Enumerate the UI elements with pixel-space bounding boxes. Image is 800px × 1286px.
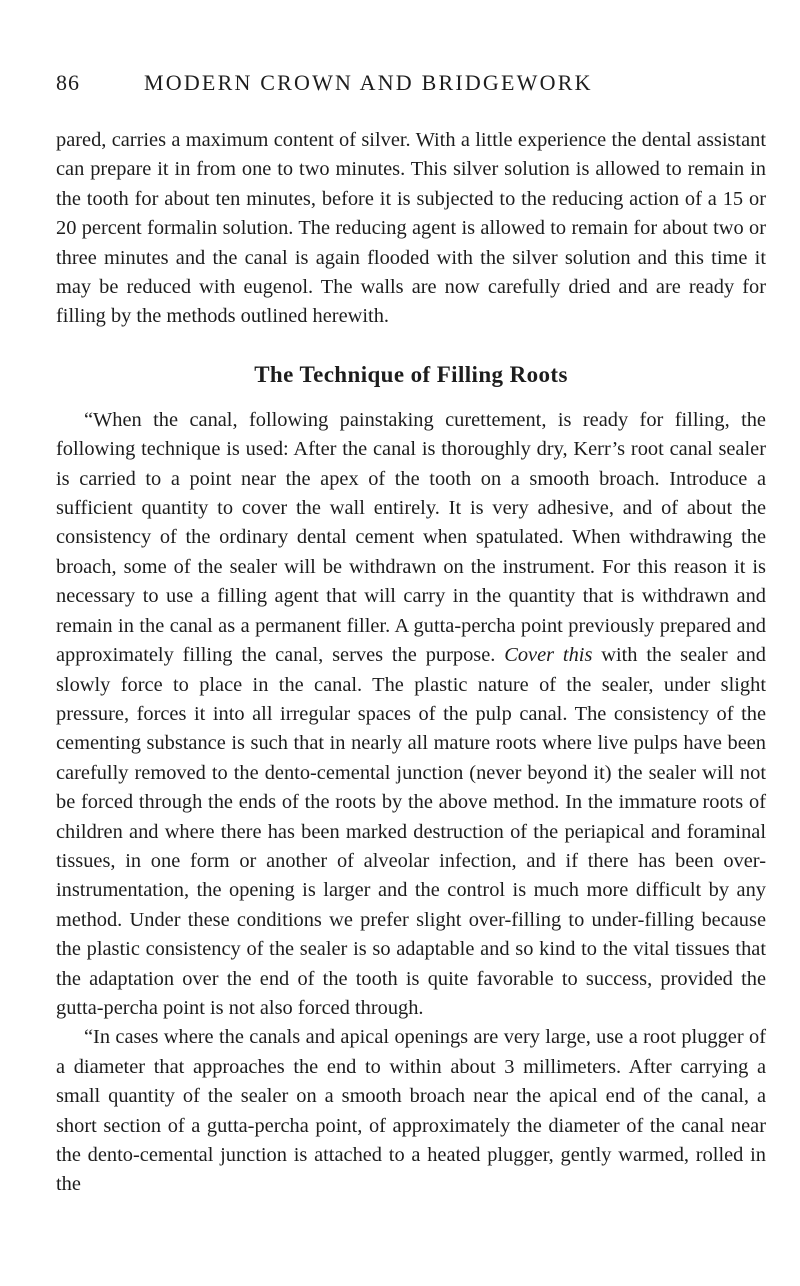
running-title: MODERN CROWN AND BRIDGEWORK (144, 70, 593, 95)
body-text (56, 126, 766, 1200)
section-heading: The Technique of Filling Roots (254, 361, 568, 387)
paragraph-technique-emphasis: Cover this (504, 644, 593, 667)
paragraph-technique-part-b: with the sealer and slowly force to place in the canal. The plastic nature of the sealer, under slight pressure, forces it into all irregular spaces of the pulp canal. The consistency of the cementing substance is such that in nearly all mature roots where live pulps have been carefully removed to the dento-cemental junction (never beyond it) the sealer will not be forced through the ends of the roots by the above method. In the immature roots of children and where there has been marked destruction of the periapical and foraminal tissues, in one form or another of alveolar infection, and if there has been over-instrumentation, the opening is larger and the control is much more difficult by any method. Under these conditions we prefer slight over-filling to under-filling because the plastic consistency of the sealer is so adaptable and so kind to the vital tissues that the adaptation over the end of the tooth is quite favorable to success, provided the gutta-percha point is not also forced through. (56, 644, 766, 1019)
paragraph-technique-part-a: “When the canal, following painstaking curettement, is ready for filling, the following technique is used: After the canal is thoroughly dry, Kerr’s root canal sealer is carried to a point near the apex of the tooth on a smooth broach. Introduce a sufficient quantity to cover the wall entirely. It is very adhesive, and of about the consistency of the ordinary dental cement when spatulated. When withdrawing the broach, some of the sealer will be withdrawn on the instrument. For this reason it is necessary to use a filling agent that will carry in the quantity that is withdrawn and remain in the canal as a permanent filler. A gutta-percha point previously prepared and approximately filling the canal, serves the purpose. (56, 408, 766, 667)
paragraph-technique (56, 406, 766, 1024)
paragraph-large-canals: “In cases where the canals and apical openings are very large, use a root plugger of a diameter that approaches the end to within about 3 millimeters. After carrying a small quantity of the sealer on a smooth broach near the apical end of the canal, a short section of a gutta-percha point, of approximately the diameter of the canal near the dento-cemental junction is attached to a heated plugger, gently warmed, rolled in the (56, 1026, 766, 1196)
book-page (56, 66, 766, 1266)
running-head (56, 66, 766, 106)
page-number: 86 (56, 70, 80, 95)
paragraph-continuation: pared, carries a maximum content of silver. With a little experience the dental assistant can prepare it in from one to two minutes. This silver solution is allowed to remain in the tooth for about ten minutes, before it is subjected to the reducing action of a 15 or 20 percent formalin solution. The reducing agent is allowed to remain for about two or three minutes and the canal is again flooded with the silver solution and this time it may be reduced with eugenol. The walls are now carefully dried and are ready for filling by the methods outlined herewith. (56, 129, 766, 328)
